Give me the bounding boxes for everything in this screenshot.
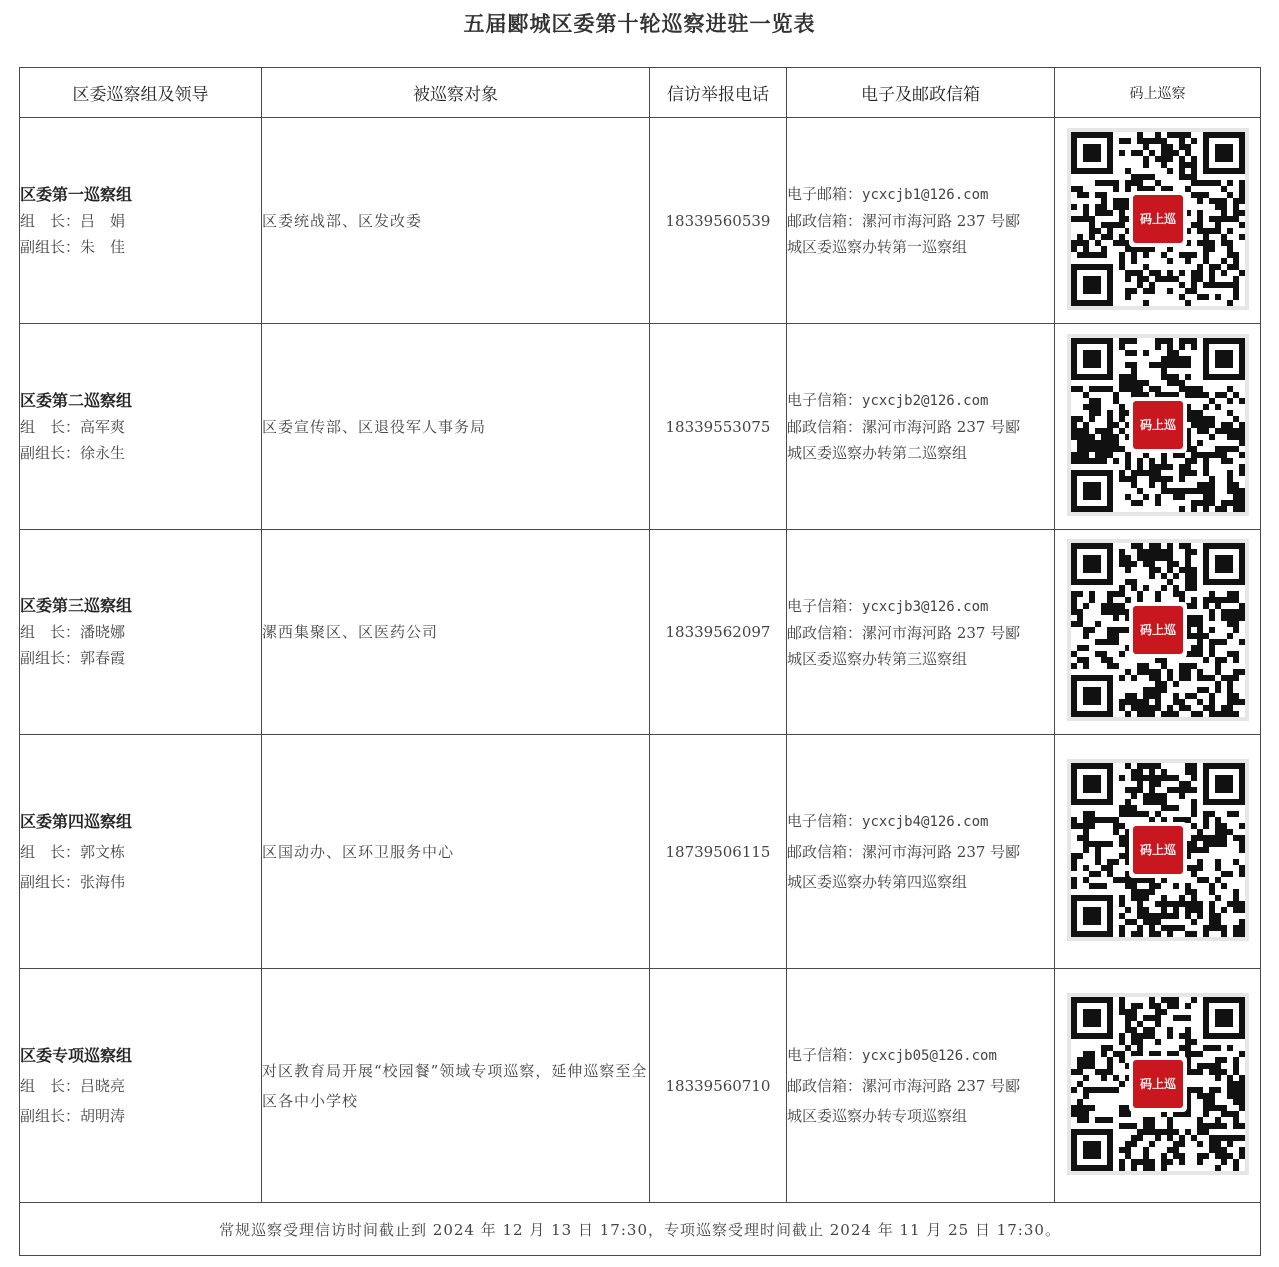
footer-note: 常规巡察受理信访时间截止到 2024 年 12 月 13 日 17:30，专项巡察受理时间截止 2024 年 11 月 25 日 17:30。: [20, 1203, 1261, 1256]
email-address[interactable]: ycxcjb1@126.com: [862, 187, 989, 203]
email-address[interactable]: ycxcjb4@126.com: [862, 814, 989, 830]
post-address-line1: 邮政信箱：漯河市海河路 237 号郾: [787, 418, 1021, 436]
email-label: 电子信箱：: [787, 812, 863, 830]
post-address-line2: 城区委巡察办转第二巡察组: [787, 444, 968, 462]
group-leader: 组 长：潘晓娜: [20, 623, 126, 641]
post-address-line1: 邮政信箱：漯河市海河路 237 号郾: [787, 212, 1021, 230]
group-name: 区委第三巡察组: [20, 596, 133, 615]
email-address[interactable]: ycxcjb2@126.com: [862, 393, 989, 409]
qr-cell: [1055, 969, 1261, 1203]
qr-code[interactable]: [1067, 993, 1249, 1175]
qr-code-graphic: [1071, 763, 1245, 937]
group-leader: 组 长：吕晓亮: [20, 1076, 126, 1095]
post-address-line2: 城区委巡察办转第四巡察组: [787, 873, 968, 891]
qr-code[interactable]: [1067, 539, 1249, 721]
qr-cell: [1055, 530, 1261, 735]
phone-number[interactable]: 18739506115: [650, 735, 787, 969]
post-address-line2: 城区委巡察办转第一巡察组: [787, 238, 968, 256]
page-title: 五届郾城区委第十轮巡察进驻一览表: [463, 11, 816, 36]
post-address-line1: 邮政信箱：漯河市海河路 237 号郾: [787, 623, 1021, 642]
email-address[interactable]: ycxcjb05@126.com: [862, 1048, 997, 1064]
table-row: [20, 118, 1261, 324]
qr-logo-label: 码上巡: [1139, 623, 1176, 637]
target-cell: 对区教育局开展“校园餐”领域专项巡察，延伸巡察至全区各中小学校: [262, 969, 650, 1203]
group-name: 区委专项巡察组: [20, 1045, 133, 1065]
qr-code-graphic: [1071, 132, 1245, 306]
header-mail: 电子及邮政信箱: [787, 68, 1055, 118]
header-leaders: 区委巡察组及领导: [20, 68, 262, 118]
table-row: [20, 969, 1261, 1203]
group-cell: [20, 324, 262, 530]
email-address[interactable]: ycxcjb3@126.com: [862, 598, 989, 615]
qr-code-graphic: [1071, 543, 1245, 717]
email-label: 电子信箱：: [787, 391, 863, 409]
qr-logo-label: 码上巡: [1139, 211, 1176, 226]
target-cell: 漯西集聚区、区医药公司: [262, 530, 650, 735]
email-label: 电子信箱：: [787, 1046, 863, 1064]
mail-cell: [787, 735, 1055, 969]
group-deputy: 副组长：胡明涛: [20, 1106, 126, 1125]
group-leader: 组 长：吕 娟: [20, 211, 126, 230]
target-cell: 区委统战部、区发改委: [262, 118, 650, 324]
email-label: 电子信箱：: [787, 596, 863, 615]
target-cell: 区国动办、区环卫服务中心: [262, 735, 650, 969]
phone-number[interactable]: 18339562097: [650, 530, 787, 735]
qr-cell: [1055, 324, 1261, 530]
group-leader: 组 长：郭文栋: [20, 842, 126, 861]
footer-row: [20, 1203, 1261, 1256]
header-target: 被巡察对象: [262, 68, 650, 118]
qr-logo-label: 码上巡: [1139, 1076, 1176, 1091]
group-leader: 组 长：高军爽: [20, 417, 126, 436]
phone-number[interactable]: 18339560539: [650, 118, 787, 324]
group-name: 区委第四巡察组: [20, 811, 133, 831]
header-qr: 码上巡察: [1055, 68, 1261, 118]
group-cell: [20, 969, 262, 1203]
table-row: [20, 735, 1261, 969]
qr-code[interactable]: [1067, 128, 1249, 310]
mail-cell: [787, 969, 1055, 1203]
mail-cell: [787, 530, 1055, 735]
group-deputy: 副组长：徐永生: [20, 443, 126, 462]
table-row: [20, 324, 1261, 530]
table-row: [20, 530, 1261, 735]
mail-cell: [787, 118, 1055, 324]
phone-number[interactable]: 18339553075: [650, 324, 787, 530]
table-header-row: [20, 68, 1261, 118]
qr-logo-label: 码上巡: [1139, 842, 1176, 857]
post-address-line1: 邮政信箱：漯河市海河路 237 号郾: [787, 843, 1021, 861]
group-cell: [20, 530, 262, 735]
group-cell: [20, 735, 262, 969]
qr-code-graphic: [1071, 997, 1245, 1171]
qr-cell: [1055, 118, 1261, 324]
qr-cell: [1055, 735, 1261, 969]
post-address-line1: 邮政信箱：漯河市海河路 237 号郾: [787, 1077, 1021, 1095]
group-name: 区委第一巡察组: [20, 184, 133, 204]
qr-code-graphic: [1071, 338, 1245, 512]
mail-cell: [787, 324, 1055, 530]
group-name: 区委第二巡察组: [20, 390, 133, 410]
qr-logo-label: 码上巡: [1139, 417, 1176, 432]
target-cell: 区委宣传部、区退役军人事务局: [262, 324, 650, 530]
post-address-line2: 城区委巡察办转第三巡察组: [787, 649, 968, 668]
email-label: 电子邮箱：: [787, 185, 863, 203]
qr-code[interactable]: [1067, 334, 1249, 516]
phone-number[interactable]: 18339560710: [650, 969, 787, 1203]
group-cell: [20, 118, 262, 324]
group-deputy: 副组长：郭春霞: [20, 649, 126, 667]
qr-code[interactable]: [1067, 759, 1249, 941]
group-deputy: 副组长：张海伟: [20, 872, 126, 891]
group-deputy: 副组长：朱 佳: [20, 237, 126, 256]
post-address-line2: 城区委巡察办转专项巡察组: [787, 1107, 968, 1125]
inspection-table: [19, 67, 1261, 1256]
header-phone: 信访举报电话: [650, 68, 787, 118]
